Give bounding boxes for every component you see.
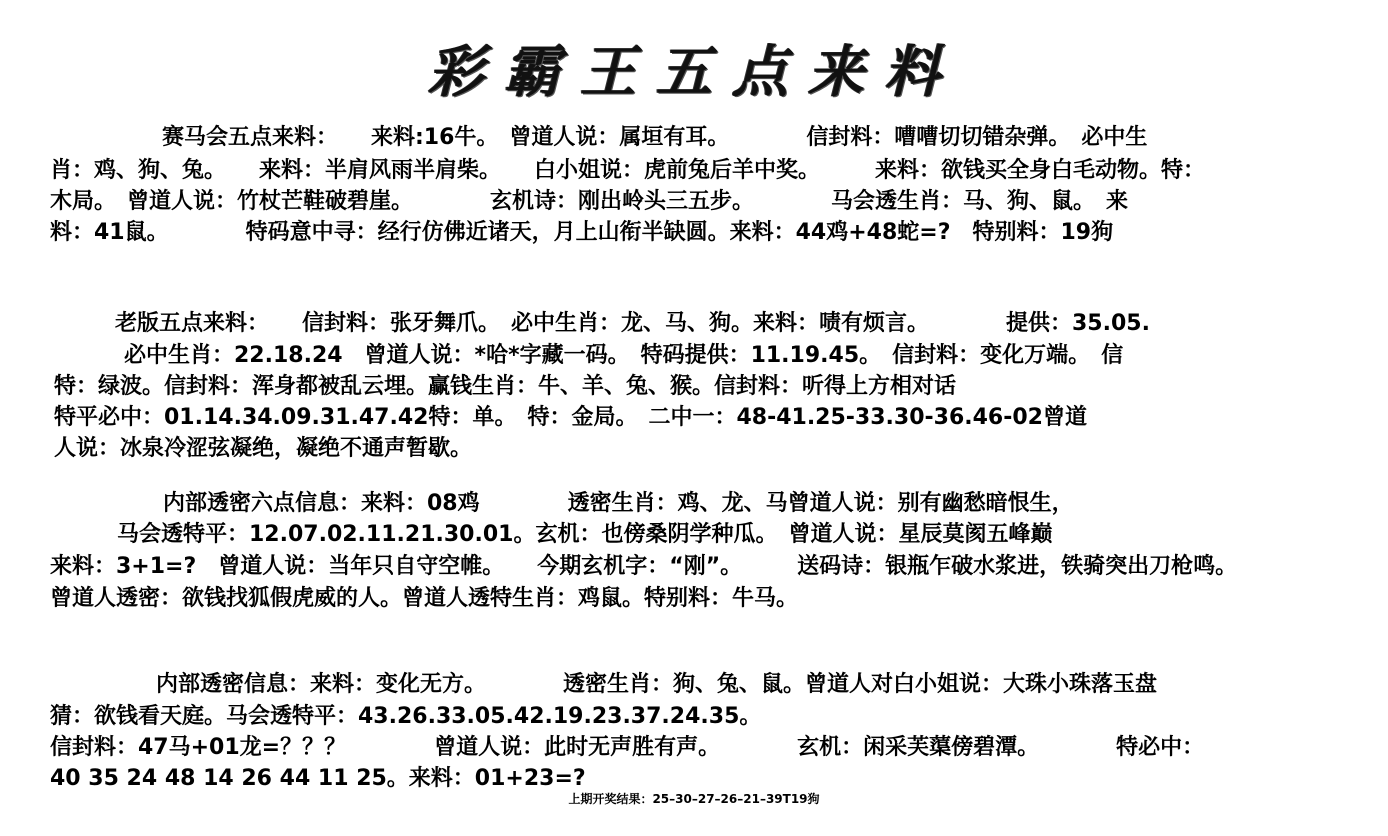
section-2-line-5: 人说：冰泉冷涩弦凝绝，凝绝不通声暂歇。 xyxy=(54,436,473,461)
section-1-line-1: 赛马会五点来料： 来料:16牛。 曾道人说：属垣有耳。 信封料：嘈嘈切切错杂弹。 必中生 xyxy=(162,125,1148,150)
section-1-line-3: 木局。 曾道人说：竹杖芒鞋破碧崖。 玄机诗：刚出岭头三五步。 马会透生肖：马、狗、鼠。 来 xyxy=(50,189,1129,214)
section-3-line-3: 来料：3+1=? 曾道人说：当年只自守空帷。 今期玄机字：“刚”。 送码诗：银瓶乍破水浆进，铁骑突出刀枪鸣。 xyxy=(50,554,1238,579)
section-3-line-1: 内部透密六点信息：来料：08鸡 透密生肖：鸡、龙、马曾道人说：别有幽愁暗恨生， xyxy=(163,491,1074,516)
section-1-line-4: 料：41鼠。 特码意中寻：经行仿佛近诸天，月上山衔半缺圆。来料：44鸡+48蛇=? 特别料：19狗 xyxy=(50,220,1114,245)
section-2-line-2: 必中生肖：22.18.24 曾道人说：*哈*字藏一码。 特码提供：11.19.45。 信封料：变化万端。 信 xyxy=(124,343,1124,368)
section-4-line-2: 猜：欲钱看天庭。马会透特平：43.26.33.05.42.19.23.37.24.35。 xyxy=(50,704,762,729)
section-1-line-2: 肖：鸡、狗、兔。 来料：半肩风雨半肩柴。 白小姐说：虎前兔后羊中奖。 来料：欲钱买全身白毛动物。特： xyxy=(50,158,1206,183)
section-2-line-3: 特：绿波。信封料：浑身都被乱云埋。赢钱生肖：牛、羊、兔、猴。信封料：听得上方相对话 xyxy=(54,374,957,399)
page-title: 彩霸王五点来料 xyxy=(428,39,960,105)
last-draw-result: 上期开奖结果：25–30–27–26–21–39T19狗 xyxy=(568,792,820,806)
section-4-line-1: 内部透密信息：来料：变化无方。 透密生肖：狗、兔、鼠。曾道人对白小姐说：大珠小珠落玉盘 xyxy=(156,672,1158,697)
section-4-line-3: 信封料：47马+01龙=？？？ 曾道人说：此时无声胜有声。 玄机：闲采芙蕖傍碧潭。 特必中： xyxy=(50,735,1205,760)
section-3-line-4: 曾道人透密：欲钱找狐假虎威的人。曾道人透特生肖：鸡鼠。特别料：牛马。 xyxy=(50,586,799,611)
section-2-line-4: 特平必中：01.14.34.09.31.47.42特：单。 特：金局。 二中一：48-41.25-33.30-36.46-02曾道 xyxy=(54,405,1087,430)
section-3-line-2: 马会透特平：12.07.02.11.21.30.01。玄机：也傍桑阴学种瓜。 曾道人说：星辰莫阂五峰巅 xyxy=(117,522,1053,547)
section-4-line-4: 40 35 24 48 14 26 44 11 25。来料：01+23=? xyxy=(50,766,586,791)
section-2-line-1: 老版五点来料： 信封料：张牙舞爪。 必中生肖：龙、马、狗。来料：啧有烦言。 提供：35.05. xyxy=(115,311,1150,336)
